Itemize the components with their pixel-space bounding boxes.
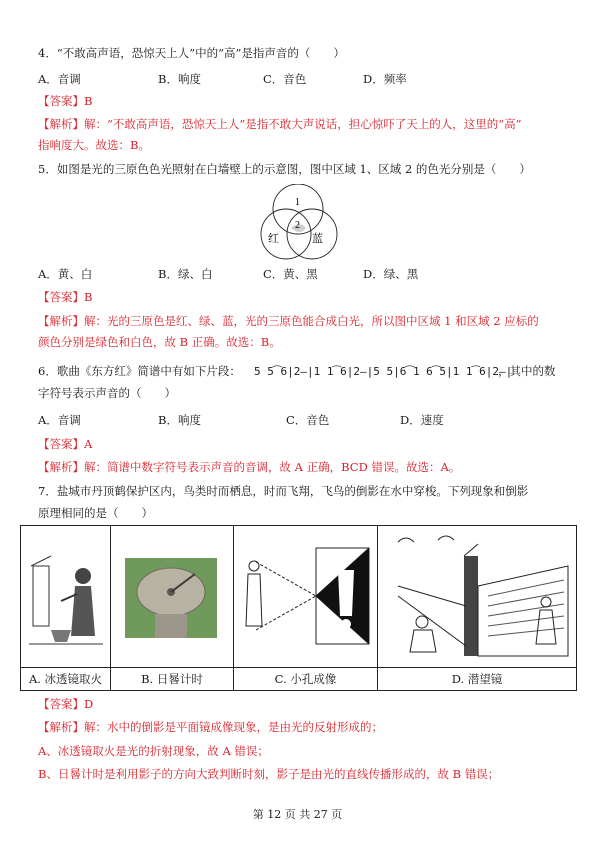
q5-option-a: A．黄、白 (38, 267, 93, 281)
pinhole-imaging-diagram (234, 526, 377, 663)
q6-option-d: D．速度 (400, 413, 444, 427)
q5-stem: 5．如图是光的三原色色光照射在白墙壁上的示意图，图中区域 1、区域 2 的色光分别是（ ） (38, 162, 531, 176)
q7-stem-line1: 7．盐城市丹顶鹤保护区内，鸟类时而栖息，时而飞翔，飞鸟的倒影在水中穿梭。下列现象和倒影 (38, 484, 529, 498)
q7-analysis-line3: B、日晷计时是利用影子的方向大致判断时刻，影子是由光的直线传播形成的，故 B 错误； (38, 767, 500, 781)
q4-option-d: D．频率 (363, 72, 407, 86)
q6-option-a: A．音调 (38, 413, 81, 427)
q6-notation: 5 5͡6|2–|1 1͡6|2–|5 5|6͡1 6͡5|1 1͡6|2–| (254, 365, 513, 378)
q7-image-c (234, 526, 378, 668)
q7-answer: 【答案】D (38, 697, 94, 711)
page-footer: 第 12 页 共 27 页 (252, 808, 343, 821)
q5-color-venn-diagram (250, 184, 350, 264)
q6-analysis: 【解析】解：简谱中数字符号表示声音的音调，故 A 正确，BCD 错误。故选：A。 (38, 460, 461, 474)
q5-region-2-label: 2 (295, 220, 300, 231)
q5-region-1-label: 1 (295, 197, 300, 208)
periscope-illustration (378, 526, 576, 663)
q4-option-a: A．音调 (38, 72, 81, 86)
ice-lens-fire-illustration (21, 526, 110, 663)
q6-stem-part3: 字符号表示声音的（ ） (38, 386, 176, 400)
q4-answer: 【答案】B (38, 94, 93, 108)
q7-analysis-line2: A、冰透镜取火是光的折射现象，故 A 错误； (38, 744, 269, 758)
q7-caption-d: D. 潜望镜 (378, 668, 577, 691)
q5-option-c: C．黄、黑 (263, 267, 318, 281)
q4-option-c: C．音色 (263, 72, 307, 86)
q5-analysis-line1: 【解析】解：光的三原色是红、绿、蓝，光的三原色能合成白光，所以图中区域 1 和区域 2 应标的 (38, 314, 539, 328)
q7-image-a (21, 526, 111, 668)
q6-stem-part1: 6．歌曲《东方红》简谱中有如下片段： (38, 364, 241, 378)
q5-option-b: B．绿、白 (158, 267, 213, 281)
q4-analysis-line1: 【解析】解：“不敢高声语，恐惊天上人”是指不敢大声说话，担心惊吓了天上的人，这里的“高” (38, 117, 522, 131)
q7-analysis-line1: 【解析】解：水中的倒影是平面镜成像现象，是由光的反射形成的； (38, 720, 383, 734)
q5-answer: 【答案】B (38, 290, 93, 304)
q7-options-table (20, 525, 577, 691)
q6-option-c: C．音色 (286, 413, 330, 427)
q7-caption-b: B. 日晷计时 (111, 668, 234, 691)
q5-blue-label: 蓝 (312, 232, 323, 245)
q6-stem-part2: ，其中的数 (498, 364, 556, 378)
q4-stem: 4．“不敢高声语，恐惊天上人”中的“高”是指声音的（ ） (38, 46, 345, 60)
q4-analysis-line2: 指响度大。故选：B。 (38, 138, 150, 152)
q5-red-label: 红 (268, 232, 279, 245)
q7-stem-line2: 原理相同的是（ ） (38, 506, 153, 520)
sundial-photo (111, 526, 233, 663)
q4-option-b: B．响度 (158, 72, 201, 86)
q5-analysis-line2: 颜色分别是绿色和白色，故 B 正确。故选：B。 (38, 335, 281, 349)
q5-option-d: D．绿、黑 (363, 267, 419, 281)
q7-image-b (111, 526, 234, 668)
q7-caption-c: C. 小孔成像 (234, 668, 378, 691)
q6-answer: 【答案】A (38, 437, 93, 451)
q7-image-d (378, 526, 577, 668)
q6-option-b: B．响度 (158, 413, 201, 427)
q7-caption-a: A. 冰透镜取火 (21, 668, 111, 691)
